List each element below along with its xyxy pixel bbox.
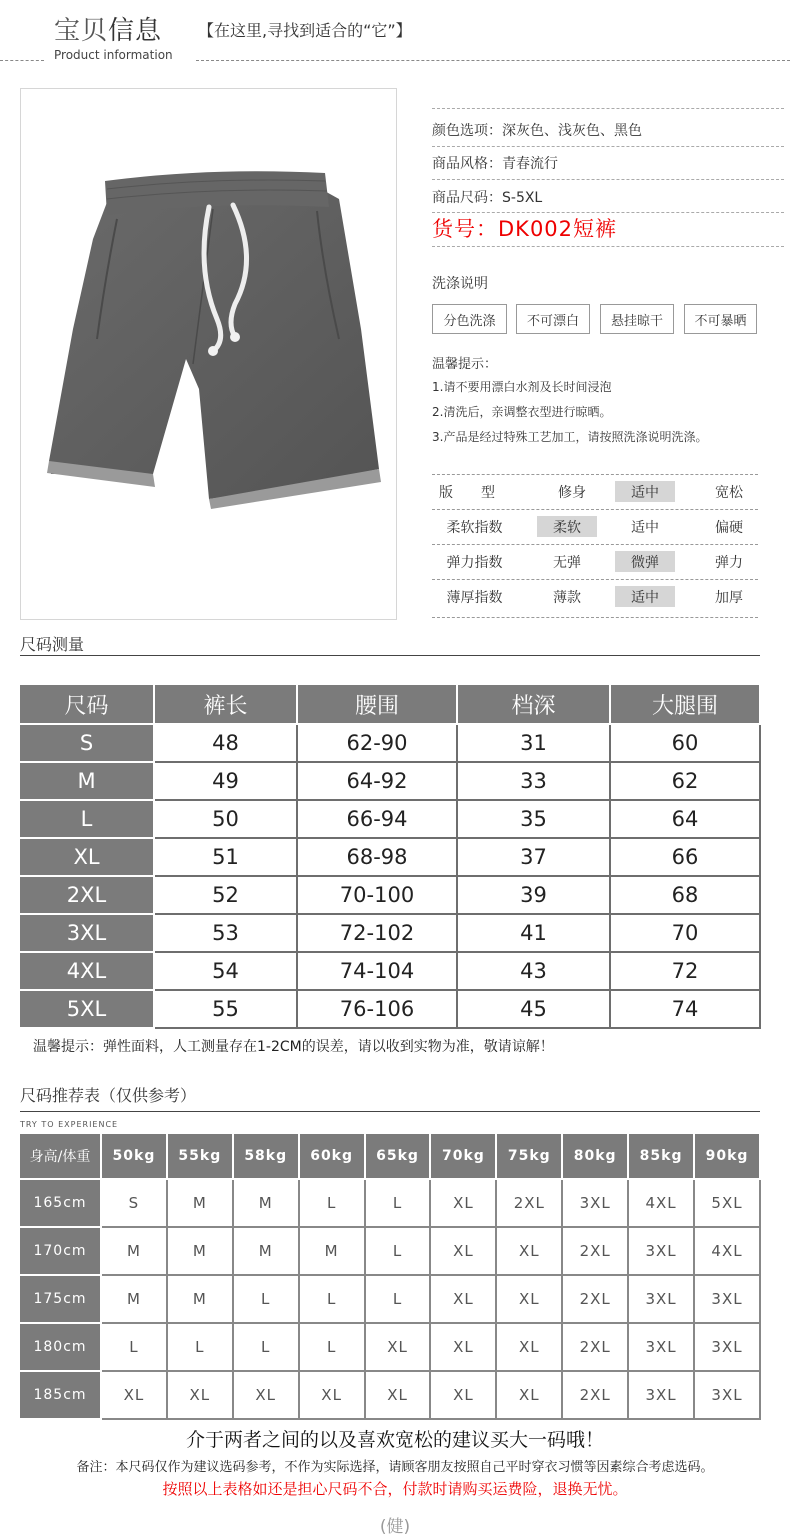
index-row-thickness xyxy=(432,579,758,614)
recommended-size-cell: 3XL xyxy=(628,1275,694,1323)
recommended-size-cell: XL xyxy=(496,1323,562,1371)
wash-title: 洗涤说明 xyxy=(432,276,488,292)
divider xyxy=(0,60,44,61)
size-value-cell: 55 xyxy=(154,990,297,1028)
size-label-cell: 3XL xyxy=(19,914,154,952)
shorts-image xyxy=(21,89,396,619)
recommended-size-cell: XL xyxy=(430,1275,496,1323)
section-rule xyxy=(20,655,760,656)
recommended-size-cell: L xyxy=(167,1323,233,1371)
tip-line: 3.产品是经过特殊工艺加工，请按照洗涤说明洗涤。 xyxy=(432,430,708,444)
weight-header: 65kg xyxy=(365,1133,431,1179)
recommended-size-cell: XL xyxy=(299,1371,365,1419)
size-value-cell: 72 xyxy=(610,952,760,990)
size-note: 温馨提示：弹性面料，人工测量存在1-2CM的误差，请以收到实物为准，敬请谅解！ xyxy=(33,1039,554,1055)
index-label: 柔软指数 xyxy=(446,519,503,536)
recommended-size-cell: 3XL xyxy=(694,1275,760,1323)
recommended-size-cell: 3XL xyxy=(628,1323,694,1371)
column-header: 裤长 xyxy=(154,684,297,724)
recommended-size-cell: XL xyxy=(430,1371,496,1419)
size-value-cell: 68 xyxy=(610,876,760,914)
recommended-size-cell: M xyxy=(167,1275,233,1323)
column-header: 腰围 xyxy=(297,684,457,724)
tips-title: 温馨提示： xyxy=(432,357,498,372)
wash-item: 不可暴晒 xyxy=(684,304,757,334)
size-value-cell: 74 xyxy=(610,990,760,1028)
table-row xyxy=(19,914,760,952)
recommended-size-cell: 4XL xyxy=(628,1179,694,1227)
size-value-cell: 64 xyxy=(610,800,760,838)
size-value-cell: 68-98 xyxy=(297,838,457,876)
size-value-cell: 39 xyxy=(457,876,610,914)
table-row xyxy=(19,876,760,914)
divider xyxy=(432,246,784,247)
size-value-cell: 70-100 xyxy=(297,876,457,914)
title-part-b: 信息 xyxy=(108,16,163,46)
size-section-title: 尺码测量 xyxy=(20,635,85,654)
size-value-cell: 49 xyxy=(154,762,297,800)
recommended-size-cell: 4XL xyxy=(694,1227,760,1275)
column-header: 尺码 xyxy=(19,684,154,724)
recommended-size-cell: 2XL xyxy=(562,1371,628,1419)
table-row xyxy=(19,762,760,800)
recommendation-table xyxy=(18,1132,761,1420)
size-value-cell: 74-104 xyxy=(297,952,457,990)
recommended-size-cell: XL xyxy=(365,1371,431,1419)
size-value-cell: 66 xyxy=(610,838,760,876)
rec-section-title: 尺码推荐表（仅供参考） xyxy=(20,1086,197,1105)
recommended-size-cell: 3XL xyxy=(694,1323,760,1371)
size-value-cell: 62 xyxy=(610,762,760,800)
recommended-size-cell: 2XL xyxy=(562,1227,628,1275)
corner-header: 身高/体重 xyxy=(19,1133,101,1179)
weight-header: 58kg xyxy=(233,1133,299,1179)
header xyxy=(0,0,790,70)
index-option: 柔软 xyxy=(553,519,581,536)
product-photo xyxy=(20,88,397,620)
index-label: 薄厚指数 xyxy=(446,589,503,606)
index-option: 无弹 xyxy=(553,554,581,571)
size-value-cell: 64-92 xyxy=(297,762,457,800)
recommended-size-cell: 5XL xyxy=(694,1179,760,1227)
recommended-size-cell: L xyxy=(299,1179,365,1227)
size-label-cell: XL xyxy=(19,838,154,876)
size-value-cell: 50 xyxy=(154,800,297,838)
recommended-size-cell: M xyxy=(101,1275,167,1323)
wash-item: 不可漂白 xyxy=(516,304,590,334)
tip-line: 1.请不要用漂白水剂及长时间浸泡 xyxy=(432,380,612,394)
size-value-cell: 62-90 xyxy=(297,724,457,762)
recommended-size-cell: 2XL xyxy=(562,1275,628,1323)
table-row xyxy=(19,990,760,1028)
weight-header: 55kg xyxy=(167,1133,233,1179)
column-header: 档深 xyxy=(457,684,610,724)
recommended-size-cell: XL xyxy=(496,1371,562,1419)
product-style: 商品风格：青春流行 xyxy=(432,156,558,172)
table-row xyxy=(19,1323,760,1371)
size-table-header xyxy=(19,684,760,724)
size-value-cell: 54 xyxy=(154,952,297,990)
size-value-cell: 66-94 xyxy=(297,800,457,838)
size-value-cell: 48 xyxy=(154,724,297,762)
divider xyxy=(432,179,784,180)
index-option: 弹力 xyxy=(715,554,743,571)
recommended-size-cell: M xyxy=(299,1227,365,1275)
sku-number: 货号：DK002短裤 xyxy=(432,217,618,241)
index-row-fit xyxy=(432,474,758,509)
size-value-cell: 70 xyxy=(610,914,760,952)
recommended-size-cell: 3XL xyxy=(562,1179,628,1227)
recommended-size-cell: XL xyxy=(233,1371,299,1419)
wash-item: 悬挂晾干 xyxy=(600,304,674,334)
size-value-cell: 33 xyxy=(457,762,610,800)
recommended-size-cell: 3XL xyxy=(694,1371,760,1419)
height-cell: 180cm xyxy=(19,1323,101,1371)
recommended-size-cell: L xyxy=(233,1323,299,1371)
footer-mark: (健) xyxy=(379,1517,411,1537)
recommended-size-cell: M xyxy=(233,1227,299,1275)
height-cell: 170cm xyxy=(19,1227,101,1275)
weight-header: 75kg xyxy=(496,1133,562,1179)
header-subtitle: 【在这里,寻找到适合的“它”】 xyxy=(198,21,412,40)
table-row xyxy=(19,1371,760,1419)
index-option: 宽松 xyxy=(715,484,743,501)
footer-remark: 备注：本尺码仅作为建议选码参考，不作为实际选择，请顾客朋友按照自己平时穿衣习惯等因素综合考虑选码。 xyxy=(76,1460,714,1475)
size-value-cell: 45 xyxy=(457,990,610,1028)
size-label-cell: L xyxy=(19,800,154,838)
table-row xyxy=(19,724,760,762)
index-option: 加厚 xyxy=(715,589,743,606)
header-english: Product information xyxy=(54,48,173,62)
size-value-cell: 51 xyxy=(154,838,297,876)
divider xyxy=(196,60,790,61)
rec-table-header xyxy=(19,1133,760,1179)
divider xyxy=(432,108,784,109)
recommended-size-cell: XL xyxy=(167,1371,233,1419)
index-option: 薄款 xyxy=(553,589,581,606)
title-part-a: 宝贝 xyxy=(54,16,109,46)
recommended-size-cell: 2XL xyxy=(562,1323,628,1371)
size-value-cell: 76-106 xyxy=(297,990,457,1028)
size-value-cell: 35 xyxy=(457,800,610,838)
weight-header: 50kg xyxy=(101,1133,167,1179)
table-row xyxy=(19,1227,760,1275)
index-option: 适中 xyxy=(631,519,659,536)
recommended-size-cell: XL xyxy=(430,1227,496,1275)
size-label-cell: 5XL xyxy=(19,990,154,1028)
table-row xyxy=(19,1275,760,1323)
recommended-size-cell: M xyxy=(167,1227,233,1275)
divider xyxy=(432,146,784,147)
recommended-size-cell: L xyxy=(365,1227,431,1275)
product-size-range: 商品尺码：S-5XL xyxy=(432,190,543,206)
recommended-size-cell: XL xyxy=(430,1323,496,1371)
size-label-cell: 2XL xyxy=(19,876,154,914)
rec-subtitle: TRY TO EXPERIENCE xyxy=(20,1120,119,1129)
table-row xyxy=(19,838,760,876)
recommended-size-cell: M xyxy=(167,1179,233,1227)
height-cell: 185cm xyxy=(19,1371,101,1419)
table-row xyxy=(19,952,760,990)
recommended-size-cell: L xyxy=(365,1275,431,1323)
index-option: 修身 xyxy=(558,484,586,501)
tip-line: 2.清洗后，亲调整衣型进行晾晒。 xyxy=(432,405,612,419)
size-value-cell: 41 xyxy=(457,914,610,952)
index-label: 版 型 xyxy=(439,484,495,501)
height-cell: 175cm xyxy=(19,1275,101,1323)
recommended-size-cell: M xyxy=(101,1227,167,1275)
size-table xyxy=(18,683,761,1029)
index-option: 偏硬 xyxy=(715,519,743,536)
color-options: 颜色选项：深灰色、浅灰色、黑色 xyxy=(432,123,642,139)
weight-header: 70kg xyxy=(430,1133,496,1179)
size-label-cell: M xyxy=(19,762,154,800)
wash-item: 分色洗涤 xyxy=(432,304,507,334)
size-value-cell: 43 xyxy=(457,952,610,990)
weight-header: 85kg xyxy=(628,1133,694,1179)
recommended-size-cell: L xyxy=(233,1275,299,1323)
recommended-size-cell: XL xyxy=(101,1371,167,1419)
recommended-size-cell: L xyxy=(299,1275,365,1323)
recommended-size-cell: XL xyxy=(365,1323,431,1371)
index-label: 弹力指数 xyxy=(446,554,503,571)
recommended-size-cell: 3XL xyxy=(628,1371,694,1419)
index-option: 适中 xyxy=(631,484,659,501)
weight-header: 80kg xyxy=(562,1133,628,1179)
column-header: 大腿围 xyxy=(610,684,760,724)
table-row xyxy=(19,1179,760,1227)
weight-header: 60kg xyxy=(299,1133,365,1179)
size-value-cell: 72-102 xyxy=(297,914,457,952)
height-cell: 165cm xyxy=(19,1179,101,1227)
recommended-size-cell: S xyxy=(101,1179,167,1227)
recommended-size-cell: XL xyxy=(496,1227,562,1275)
recommended-size-cell: XL xyxy=(430,1179,496,1227)
index-option: 微弹 xyxy=(631,554,659,571)
size-label-cell: S xyxy=(19,724,154,762)
recommended-size-cell: L xyxy=(299,1323,365,1371)
size-value-cell: 37 xyxy=(457,838,610,876)
recommended-size-cell: L xyxy=(101,1323,167,1371)
recommended-size-cell: 3XL xyxy=(628,1227,694,1275)
index-option: 适中 xyxy=(631,589,659,606)
recommended-size-cell: 2XL xyxy=(496,1179,562,1227)
index-row-elasticity xyxy=(432,544,758,579)
size-value-cell: 60 xyxy=(610,724,760,762)
size-value-cell: 53 xyxy=(154,914,297,952)
recommended-size-cell: L xyxy=(365,1179,431,1227)
recommended-size-cell: XL xyxy=(496,1275,562,1323)
size-value-cell: 31 xyxy=(457,724,610,762)
recommended-size-cell: M xyxy=(233,1179,299,1227)
weight-header: 90kg xyxy=(694,1133,760,1179)
index-row-softness xyxy=(432,509,758,544)
section-rule xyxy=(20,1111,760,1112)
size-label-cell: 4XL xyxy=(19,952,154,990)
footer-warning: 按照以上表格如还是担心尺码不合，付款时请购买运费险，退换无忧。 xyxy=(162,1480,628,1498)
page-title xyxy=(54,10,162,47)
divider xyxy=(432,617,758,618)
footer-advice: 介于两者之间的以及喜欢宽松的建议买大一码哦！ xyxy=(185,1429,604,1451)
table-row xyxy=(19,800,760,838)
size-value-cell: 52 xyxy=(154,876,297,914)
